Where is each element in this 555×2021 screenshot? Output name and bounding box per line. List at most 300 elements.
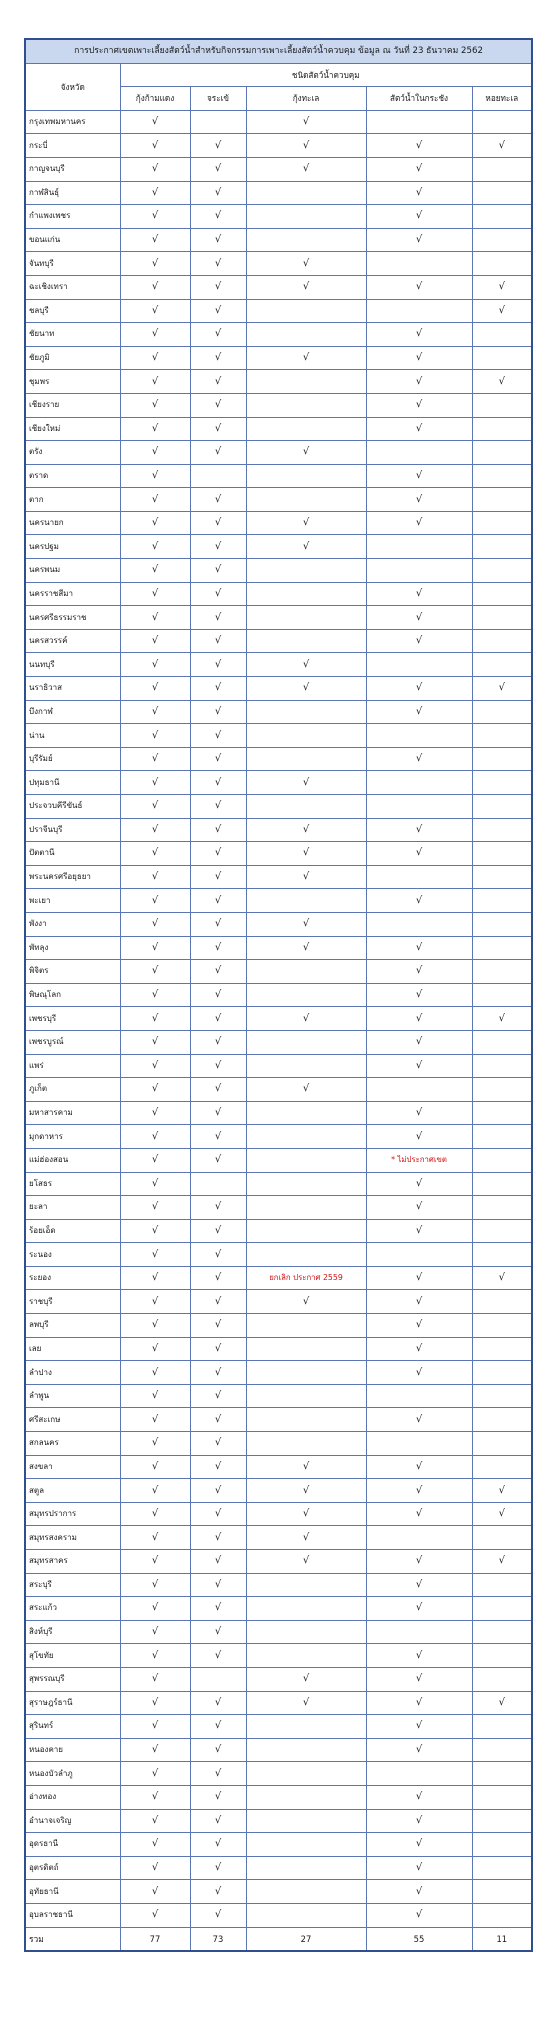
total-label: รวม [25, 1927, 120, 1951]
check-mark: √ [190, 677, 246, 701]
province-cell: กาญจนบุรี [25, 157, 120, 181]
check-mark: √ [366, 1573, 472, 1597]
province-cell: นครสวรรค์ [25, 629, 120, 653]
check-mark: √ [190, 1408, 246, 1432]
check-mark: √ [366, 1550, 472, 1574]
check-mark: √ [190, 535, 246, 559]
empty-cell [472, 629, 532, 653]
check-mark: √ [472, 275, 532, 299]
note-cell: ยกเลิก ประกาศ 2559 [246, 1266, 366, 1290]
empty-cell [366, 865, 472, 889]
check-mark: √ [120, 393, 190, 417]
check-mark: √ [120, 818, 190, 842]
table-title: การประกาศเขตเพาะเลี้ยงสัตว์น้ำสำหรับกิจกรรมการเพาะเลี้ยงสัตว์น้ำควบคุม ข้อมูล ณ วันที่ 23 ธันวาคม 2562 [25, 39, 532, 63]
table-row [25, 228, 532, 252]
empty-cell [246, 205, 366, 229]
province-cell: ศรีสะเกษ [25, 1408, 120, 1432]
table-row [25, 983, 532, 1007]
table-row [25, 1030, 532, 1054]
check-mark: √ [120, 1809, 190, 1833]
column-header: หอยทะเล [472, 87, 532, 111]
province-cell: ประจวบคีรีขันธ์ [25, 795, 120, 819]
empty-cell [472, 771, 532, 795]
check-mark: √ [120, 157, 190, 181]
empty-cell [472, 1054, 532, 1078]
table-row [25, 1762, 532, 1786]
check-mark: √ [190, 1762, 246, 1786]
province-cell: ลำปาง [25, 1361, 120, 1385]
table-row [25, 936, 532, 960]
title-row [25, 39, 532, 63]
check-mark: √ [120, 983, 190, 1007]
empty-cell [472, 1219, 532, 1243]
empty-cell [472, 464, 532, 488]
check-mark: √ [246, 1290, 366, 1314]
empty-cell [246, 1243, 366, 1267]
province-cell: สระบุรี [25, 1573, 120, 1597]
province-cell: นนทบุรี [25, 653, 120, 677]
empty-cell [472, 417, 532, 441]
empty-cell [246, 889, 366, 913]
check-mark: √ [190, 1101, 246, 1125]
province-cell: เพชรบุรี [25, 1007, 120, 1031]
empty-cell [246, 983, 366, 1007]
check-mark: √ [190, 1007, 246, 1031]
total-value: 11 [472, 1927, 532, 1951]
empty-cell [472, 441, 532, 465]
province-cell: บึงกาฬ [25, 700, 120, 724]
empty-cell [472, 228, 532, 252]
empty-cell [246, 1030, 366, 1054]
table-row [25, 1597, 532, 1621]
check-mark: √ [366, 1054, 472, 1078]
province-cell: เลย [25, 1337, 120, 1361]
table-row [25, 134, 532, 158]
check-mark: √ [120, 535, 190, 559]
check-mark: √ [366, 1833, 472, 1857]
empty-cell [472, 960, 532, 984]
province-cell: ระยอง [25, 1266, 120, 1290]
check-mark: √ [366, 818, 472, 842]
empty-cell [246, 393, 366, 417]
check-mark: √ [246, 1667, 366, 1691]
province-cell: นครราชสีมา [25, 582, 120, 606]
check-mark: √ [190, 1148, 246, 1172]
table-row [25, 1573, 532, 1597]
check-mark: √ [190, 228, 246, 252]
empty-cell [472, 818, 532, 842]
check-mark: √ [366, 275, 472, 299]
check-mark: √ [120, 228, 190, 252]
check-mark: √ [246, 1526, 366, 1550]
check-mark: √ [366, 370, 472, 394]
province-cell: เพชรบูรณ์ [25, 1030, 120, 1054]
table-row [25, 1903, 532, 1927]
check-mark: √ [120, 1903, 190, 1927]
province-cell: ชลบุรี [25, 299, 120, 323]
empty-cell [472, 912, 532, 936]
empty-cell [472, 1856, 532, 1880]
check-mark: √ [366, 205, 472, 229]
check-mark: √ [190, 1125, 246, 1149]
check-mark: √ [120, 1030, 190, 1054]
check-mark: √ [246, 157, 366, 181]
empty-cell [246, 1054, 366, 1078]
check-mark: √ [366, 960, 472, 984]
empty-cell [472, 1903, 532, 1927]
table-row [25, 559, 532, 583]
check-mark: √ [120, 700, 190, 724]
table-row [25, 1148, 532, 1172]
check-mark: √ [366, 488, 472, 512]
province-cell: นครศรีธรรมราช [25, 606, 120, 630]
empty-cell [246, 299, 366, 323]
check-mark: √ [472, 1266, 532, 1290]
check-mark: √ [246, 535, 366, 559]
check-mark: √ [190, 559, 246, 583]
empty-cell [472, 606, 532, 630]
check-mark: √ [120, 1502, 190, 1526]
empty-cell [246, 323, 366, 347]
table-row [25, 1479, 532, 1503]
column-header: กุ้งก้ามแดง [120, 87, 190, 111]
check-mark: √ [120, 1479, 190, 1503]
check-mark: √ [120, 1101, 190, 1125]
province-cell: นครนายก [25, 511, 120, 535]
empty-cell [472, 1785, 532, 1809]
province-cell: มหาสารคาม [25, 1101, 120, 1125]
check-mark: √ [120, 582, 190, 606]
province-cell: ปทุมธานี [25, 771, 120, 795]
check-mark: √ [246, 1550, 366, 1574]
check-mark: √ [190, 936, 246, 960]
province-cell: ขอนแก่น [25, 228, 120, 252]
check-mark: √ [120, 771, 190, 795]
province-cell: สมุทรปราการ [25, 1502, 120, 1526]
check-mark: √ [120, 1785, 190, 1809]
empty-cell [472, 1337, 532, 1361]
check-mark: √ [366, 228, 472, 252]
check-mark: √ [120, 1880, 190, 1904]
empty-cell [472, 110, 532, 134]
table-row [25, 1361, 532, 1385]
table-row [25, 889, 532, 913]
check-mark: √ [120, 1620, 190, 1644]
table-row [25, 1856, 532, 1880]
empty-cell [366, 110, 472, 134]
check-mark: √ [120, 1455, 190, 1479]
empty-cell [246, 1384, 366, 1408]
empty-cell [472, 1880, 532, 1904]
check-mark: √ [190, 441, 246, 465]
empty-cell [366, 1620, 472, 1644]
check-mark: √ [190, 1314, 246, 1338]
table-row [25, 606, 532, 630]
check-mark: √ [120, 842, 190, 866]
province-cell: เชียงใหม่ [25, 417, 120, 441]
table-row [25, 1880, 532, 1904]
empty-cell [366, 653, 472, 677]
province-cell: อุดรธานี [25, 1833, 120, 1857]
check-mark: √ [246, 818, 366, 842]
check-mark: √ [366, 936, 472, 960]
check-mark: √ [246, 842, 366, 866]
table-row [25, 275, 532, 299]
check-mark: √ [120, 629, 190, 653]
empty-cell [246, 1219, 366, 1243]
empty-cell [246, 1856, 366, 1880]
check-mark: √ [190, 1691, 246, 1715]
province-cell: เชียงราย [25, 393, 120, 417]
province-cell: พังงา [25, 912, 120, 936]
empty-cell [472, 535, 532, 559]
empty-cell [246, 1809, 366, 1833]
table-row [25, 747, 532, 771]
check-mark: √ [120, 606, 190, 630]
check-mark: √ [190, 818, 246, 842]
empty-cell [472, 842, 532, 866]
empty-cell [472, 747, 532, 771]
table-row [25, 181, 532, 205]
check-mark: √ [120, 1762, 190, 1786]
table-row [25, 1526, 532, 1550]
empty-cell [472, 252, 532, 276]
empty-cell [472, 1361, 532, 1385]
province-cell: แม่ฮ่องสอน [25, 1148, 120, 1172]
check-mark: √ [120, 1833, 190, 1857]
table-row [25, 323, 532, 347]
table-row [25, 1219, 532, 1243]
check-mark: √ [190, 1219, 246, 1243]
table-row [25, 1054, 532, 1078]
empty-cell [472, 653, 532, 677]
province-cell: ฉะเชิงเทรา [25, 275, 120, 299]
check-mark: √ [366, 1880, 472, 1904]
empty-cell [246, 1597, 366, 1621]
check-mark: √ [120, 936, 190, 960]
province-cell: ยโสธร [25, 1172, 120, 1196]
empty-cell [246, 795, 366, 819]
check-mark: √ [120, 1856, 190, 1880]
check-mark: √ [366, 1290, 472, 1314]
empty-cell [190, 464, 246, 488]
check-mark: √ [190, 1550, 246, 1574]
check-mark: √ [246, 771, 366, 795]
province-cell: สุรินทร์ [25, 1715, 120, 1739]
empty-cell [246, 960, 366, 984]
check-mark: √ [190, 1337, 246, 1361]
province-cell: กระบี่ [25, 134, 120, 158]
check-mark: √ [190, 1432, 246, 1456]
check-mark: √ [120, 1384, 190, 1408]
check-mark: √ [366, 747, 472, 771]
table-row [25, 205, 532, 229]
empty-cell [472, 983, 532, 1007]
header-row-1 [25, 63, 532, 87]
check-mark: √ [120, 1054, 190, 1078]
table-row [25, 912, 532, 936]
check-mark: √ [120, 1148, 190, 1172]
table-row [25, 1432, 532, 1456]
check-mark: √ [190, 393, 246, 417]
province-cell: กรุงเทพมหานคร [25, 110, 120, 134]
check-mark: √ [366, 1361, 472, 1385]
province-cell: อุบลราชธานี [25, 1903, 120, 1927]
empty-cell [246, 1880, 366, 1904]
province-cell: ยะลา [25, 1196, 120, 1220]
table-row [25, 582, 532, 606]
check-mark: √ [120, 346, 190, 370]
empty-cell [472, 700, 532, 724]
table-row [25, 842, 532, 866]
check-mark: √ [190, 205, 246, 229]
empty-cell [472, 1597, 532, 1621]
check-mark: √ [190, 488, 246, 512]
check-mark: √ [190, 299, 246, 323]
table-row [25, 110, 532, 134]
empty-cell [246, 1715, 366, 1739]
province-cell: ระนอง [25, 1243, 120, 1267]
empty-cell [472, 1620, 532, 1644]
empty-cell [246, 1432, 366, 1456]
check-mark: √ [190, 1715, 246, 1739]
check-mark: √ [190, 865, 246, 889]
province-cell: ชัยนาท [25, 323, 120, 347]
check-mark: √ [120, 370, 190, 394]
province-cell: มุกดาหาร [25, 1125, 120, 1149]
province-cell: น่าน [25, 724, 120, 748]
column-header: จระเข้ [190, 87, 246, 111]
check-mark: √ [366, 1196, 472, 1220]
check-mark: √ [120, 795, 190, 819]
table-row [25, 1196, 532, 1220]
check-mark: √ [120, 1408, 190, 1432]
province-cell: หนองคาย [25, 1738, 120, 1762]
check-mark: √ [246, 110, 366, 134]
table-row [25, 1691, 532, 1715]
check-mark: √ [120, 912, 190, 936]
check-mark: √ [366, 1502, 472, 1526]
check-mark: √ [120, 889, 190, 913]
table-row [25, 1314, 532, 1338]
check-mark: √ [190, 511, 246, 535]
empty-cell [472, 1314, 532, 1338]
empty-cell [472, 1455, 532, 1479]
check-mark: √ [366, 606, 472, 630]
check-mark: √ [366, 983, 472, 1007]
province-cell: พระนครศรีอยุธยา [25, 865, 120, 889]
check-mark: √ [190, 1361, 246, 1385]
check-mark: √ [190, 346, 246, 370]
check-mark: √ [190, 252, 246, 276]
check-mark: √ [246, 1455, 366, 1479]
check-mark: √ [472, 1550, 532, 1574]
check-mark: √ [246, 1078, 366, 1102]
table-row [25, 1290, 532, 1314]
check-mark: √ [366, 1667, 472, 1691]
table-row [25, 1644, 532, 1668]
table-row [25, 653, 532, 677]
check-mark: √ [120, 559, 190, 583]
province-cell: สตูล [25, 1479, 120, 1503]
empty-cell [246, 1903, 366, 1927]
province-cell: สระแก้ว [25, 1597, 120, 1621]
check-mark: √ [120, 724, 190, 748]
table-row [25, 535, 532, 559]
check-mark: √ [120, 1243, 190, 1267]
empty-cell [472, 1738, 532, 1762]
province-cell: ปราจีนบุรี [25, 818, 120, 842]
check-mark: √ [190, 1526, 246, 1550]
empty-cell [366, 1526, 472, 1550]
table-row [25, 346, 532, 370]
table-row [25, 865, 532, 889]
table-row [25, 1738, 532, 1762]
check-mark: √ [246, 1502, 366, 1526]
empty-cell [246, 1148, 366, 1172]
check-mark: √ [190, 1384, 246, 1408]
empty-cell [366, 252, 472, 276]
empty-cell [472, 1573, 532, 1597]
empty-cell [246, 1314, 366, 1338]
province-cell: ภูเก็ต [25, 1078, 120, 1102]
empty-cell [366, 559, 472, 583]
empty-cell [246, 1337, 366, 1361]
table-row [25, 1550, 532, 1574]
province-cell: ลำพูน [25, 1384, 120, 1408]
check-mark: √ [190, 181, 246, 205]
table-row [25, 299, 532, 323]
empty-cell [472, 1030, 532, 1054]
empty-cell [472, 1762, 532, 1786]
check-mark: √ [120, 1314, 190, 1338]
province-cell: ตราด [25, 464, 120, 488]
table-row [25, 1101, 532, 1125]
check-mark: √ [120, 1361, 190, 1385]
check-mark: √ [120, 417, 190, 441]
check-mark: √ [366, 1337, 472, 1361]
empty-cell [472, 511, 532, 535]
empty-cell [472, 1101, 532, 1125]
empty-cell [246, 464, 366, 488]
check-mark: √ [120, 252, 190, 276]
empty-cell [472, 323, 532, 347]
empty-cell [366, 912, 472, 936]
check-mark: √ [472, 370, 532, 394]
check-mark: √ [366, 393, 472, 417]
check-mark: √ [190, 1738, 246, 1762]
empty-cell [472, 181, 532, 205]
empty-cell [366, 771, 472, 795]
check-mark: √ [246, 134, 366, 158]
table-row [25, 1408, 532, 1432]
check-mark: √ [190, 983, 246, 1007]
check-mark: √ [366, 1266, 472, 1290]
check-mark: √ [366, 1479, 472, 1503]
empty-cell [472, 346, 532, 370]
province-cell: พิษณุโลก [25, 983, 120, 1007]
province-cell: สงขลา [25, 1455, 120, 1479]
table-row [25, 677, 532, 701]
check-mark: √ [120, 1667, 190, 1691]
check-mark: √ [190, 1809, 246, 1833]
empty-cell [472, 1148, 532, 1172]
check-mark: √ [246, 441, 366, 465]
check-mark: √ [366, 1455, 472, 1479]
check-mark: √ [190, 1573, 246, 1597]
empty-cell [472, 865, 532, 889]
check-mark: √ [190, 1054, 246, 1078]
